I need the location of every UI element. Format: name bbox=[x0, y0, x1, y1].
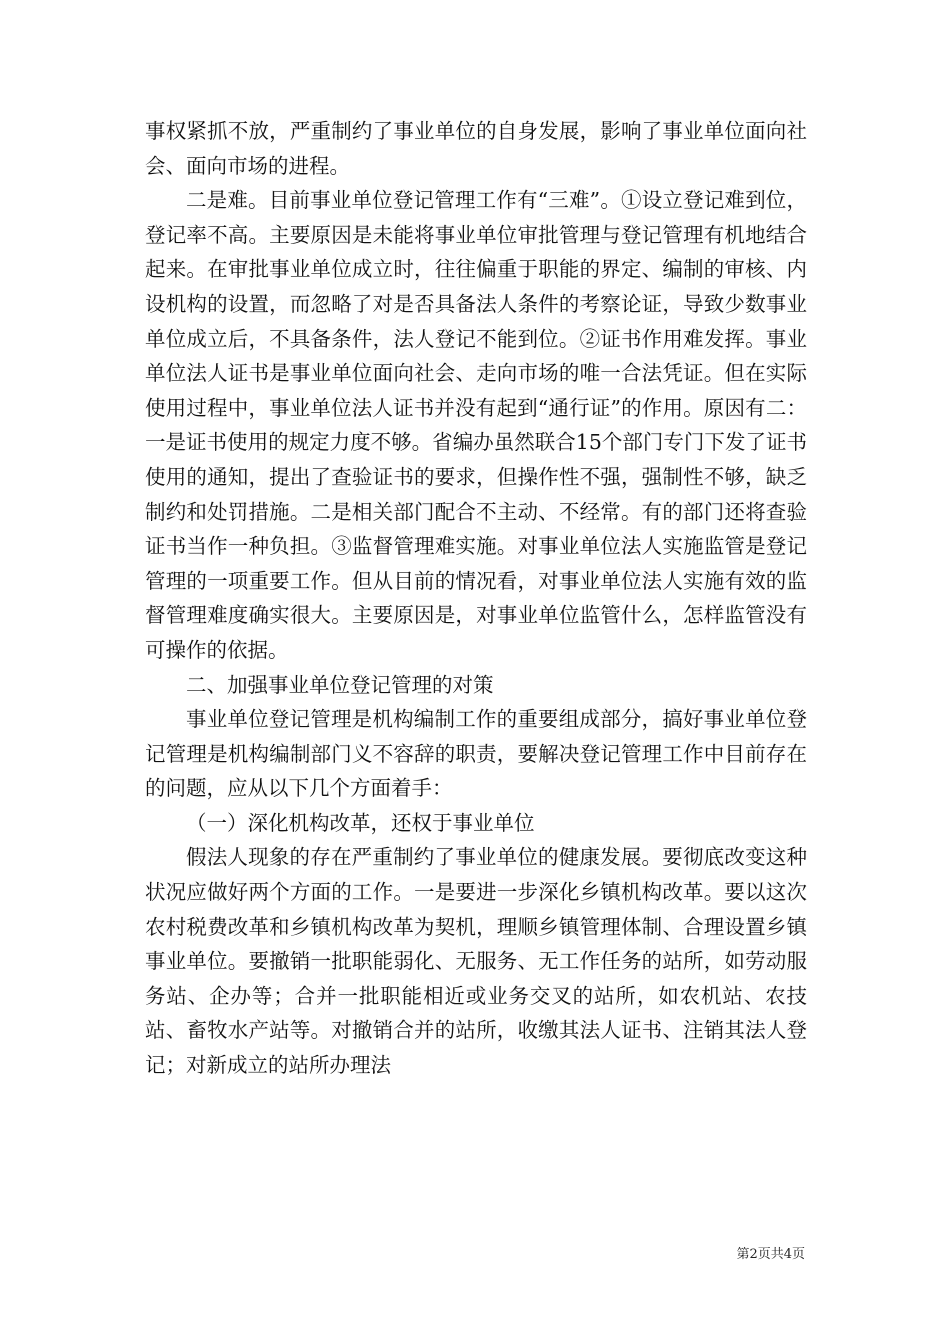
page-footer bbox=[736, 1247, 805, 1263]
subsection-heading-deepen-reform: （一）深化机构改革，还权于事业单位 bbox=[186, 810, 535, 835]
paragraph-three-difficulties: 二是难。目前事业单位登记管理工作有“三难”。①设立登记难到位，登记率不高。主要原因是未能将事业单位审批管理与登记管理有机地结合起来。在审批事业单位成立时，往往偏重于职能的界定、编制的审核、内设机构的设置，而忽略了对是否具备法人条件的考察论证，导致少数事业单位成立后，不具备条件，法人登记不能到位。②证书作用难发挥。事业单位法人证书是事业单位面向社会、走向市场的唯一合法凭证。但在实际使用过程中，事业单位法人证书并没有起到“通行证”的作用。原因有二：一是证书使用的规定力度不够。省编办虽然联合15个部门专门下发了证书使用的通知，提出了查验证书的要求，但操作性不强，强制性不够，缺乏制约和处罚措施。二是相关部门配合不主动、不经常。有的部门还将查验证书当作一种负担。③监督管理难实施。对事业单位法人实施监管是登记管理的一项重要工作。但从目前的情况看，对事业单位法人实施有效的监督管理难度确实很大。主要原因是，对事业单位监管什么，怎样监管没有可操作的依据。 bbox=[145, 188, 807, 662]
document-body bbox=[145, 114, 807, 1083]
paragraph-countermeasures-intro: 事业单位登记管理是机构编制工作的重要组成部分，搞好事业单位登记管理是机构编制部门义不容辞的职责，要解决登记管理工作中目前存在的问题，应从以下几个方面着手： bbox=[145, 707, 807, 801]
section-heading-countermeasures: 二、加强事业单位登记管理的对策 bbox=[186, 672, 494, 697]
page-number: 第2页共4页 bbox=[736, 1247, 805, 1262]
paragraph-fake-legal-person: 假法人现象的存在严重制约了事业单位的健康发展。要彻底改变这种状况应做好两个方面的工作。一是要进一步深化乡镇机构改革。要以这次农村税费改革和乡镇机构改革为契机，理顺乡镇管理体制、合理设置乡镇事业单位。要撤销一批职能弱化、无服务、无工作任务的站所，如劳动服务站、企办等；合并一批职能相近或业务交叉的站所，如农机站、农技站、畜牧水产站等。对撤销合并的站所，收缴其法人证书、注销其法人登记；对新成立的站所办理法 bbox=[145, 845, 807, 1078]
paragraph-continuation: 事权紧抓不放，严重制约了事业单位的自身发展，影响了事业单位面向社会、面向市场的进程。 bbox=[145, 119, 807, 178]
